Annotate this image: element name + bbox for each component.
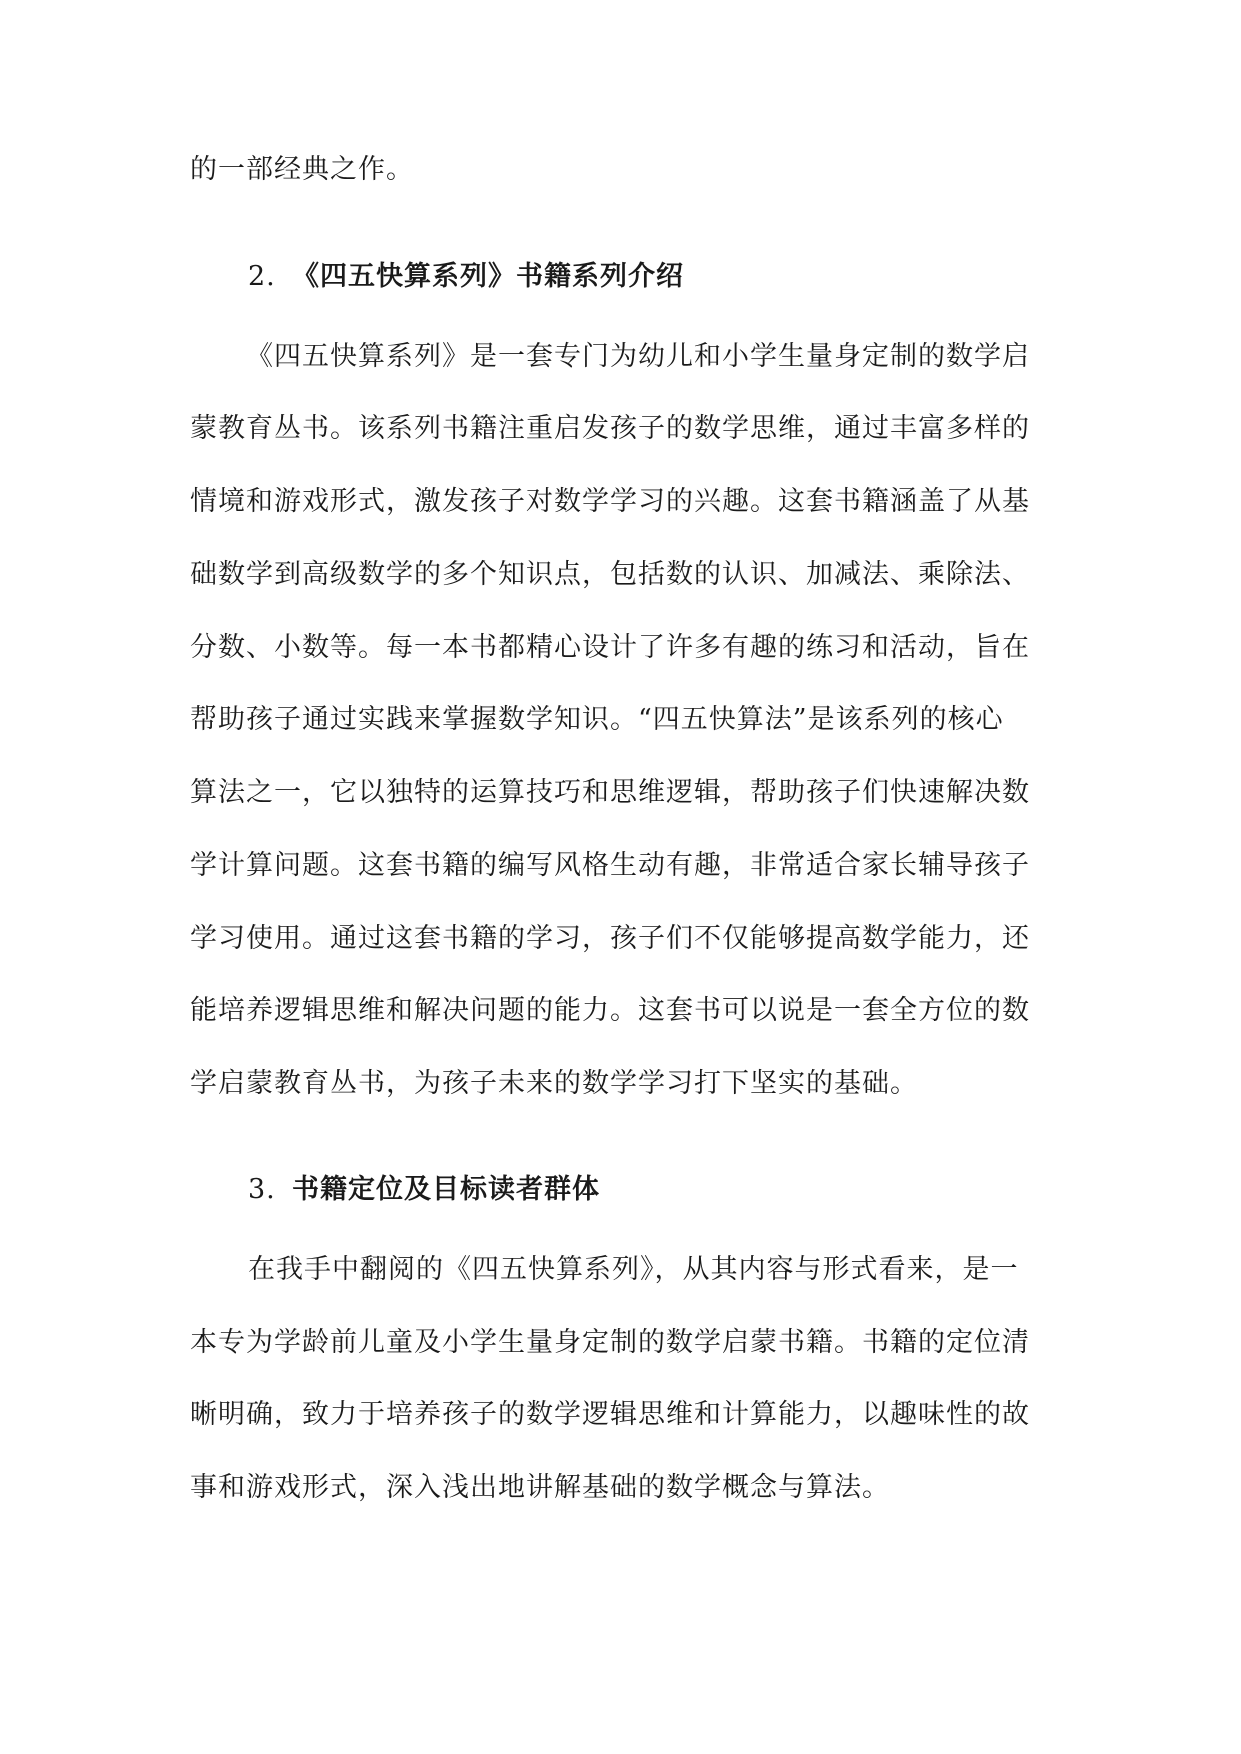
paragraph-line: 情境和游戏形式，激发孩子对数学学习的兴趣。这套书籍涵盖了从基 <box>190 486 1030 517</box>
paragraph-line: 的一部经典之作。 <box>190 154 414 185</box>
section-number: 2. <box>248 261 276 292</box>
section-title: 《四五快算系列》书籍系列介绍 <box>292 261 684 292</box>
section-heading <box>248 257 684 297</box>
paragraph-line: 学启蒙教育丛书，为孩子未来的数学学习打下坚实的基础。 <box>190 1068 918 1099</box>
section-number: 3. <box>248 1174 276 1205</box>
section-title: 书籍定位及目标读者群体 <box>292 1174 600 1205</box>
paragraph-line: 学计算问题。这套书籍的编写风格生动有趣，非常适合家长辅导孩子 <box>190 850 1030 881</box>
section-heading <box>248 1170 600 1210</box>
paragraph-line: 帮助孩子通过实践来掌握数学知识。“四五快算法”是该系列的核心 <box>190 704 1004 735</box>
paragraph-line: 晰明确，致力于培养孩子的数学逻辑思维和计算能力，以趣味性的故 <box>190 1399 1030 1430</box>
paragraph-line: 在我手中翻阅的《四五快算系列》，从其内容与形式看来，是一 <box>248 1254 1019 1285</box>
paragraph-line: 础数学到高级数学的多个知识点，包括数的认识、加减法、乘除法、 <box>190 559 1030 590</box>
paragraph-line: 学习使用。通过这套书籍的学习，孩子们不仅能够提高数学能力，还 <box>190 923 1030 954</box>
paragraph-line: 《四五快算系列》是一套专门为幼儿和小学生量身定制的数学启 <box>246 341 1030 372</box>
paragraph-line: 事和游戏形式，深入浅出地讲解基础的数学概念与算法。 <box>190 1472 890 1503</box>
paragraph-line: 分数、小数等。每一本书都精心设计了许多有趣的练习和活动，旨在 <box>190 632 1030 663</box>
paragraph-line: 本专为学龄前儿童及小学生量身定制的数学启蒙书籍。书籍的定位清 <box>190 1327 1030 1358</box>
paragraph-line: 能培养逻辑思维和解决问题的能力。这套书可以说是一套全方位的数 <box>190 995 1030 1026</box>
paragraph-line: 蒙教育丛书。该系列书籍注重启发孩子的数学思维，通过丰富多样的 <box>190 413 1030 444</box>
paragraph-line: 算法之一，它以独特的运算技巧和思维逻辑，帮助孩子们快速解决数 <box>190 777 1030 808</box>
